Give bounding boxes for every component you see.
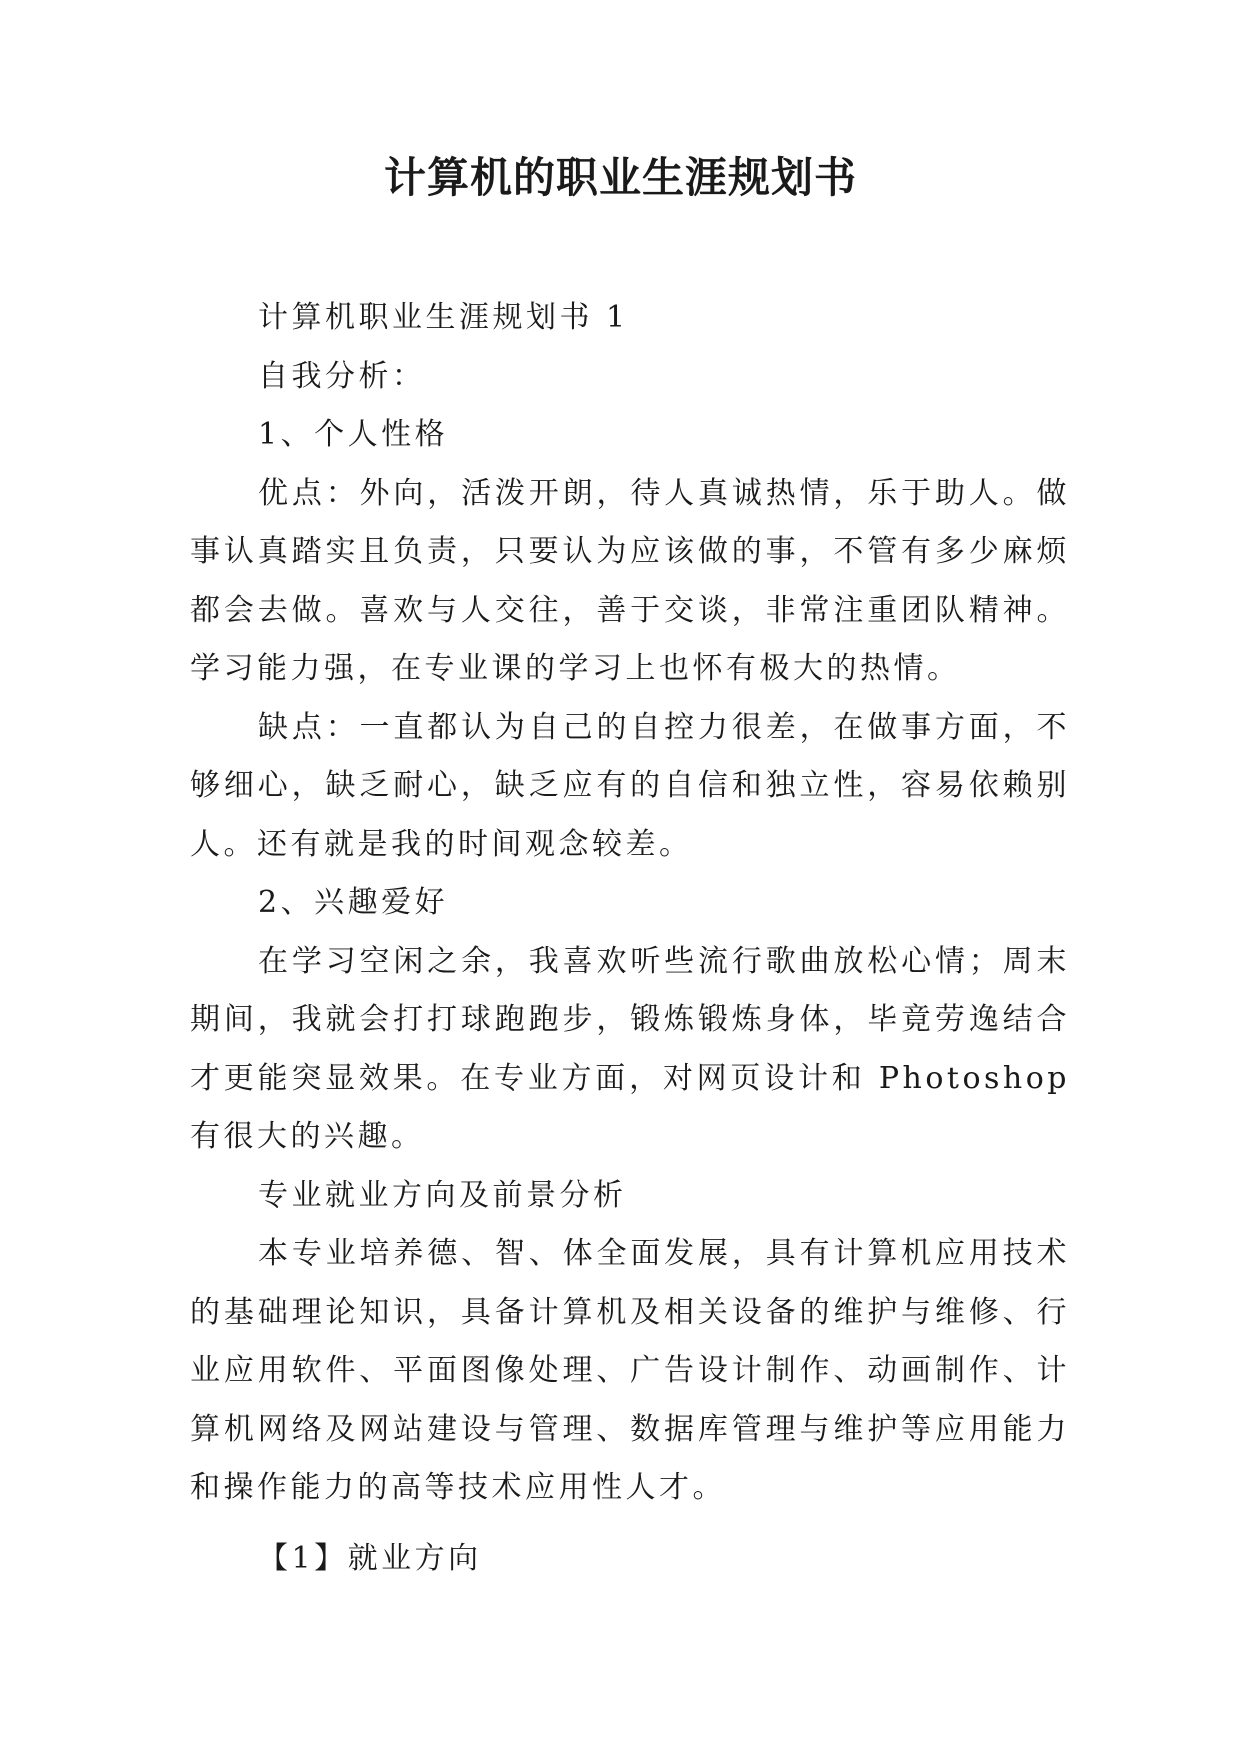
paragraph-interests: 在学习空闲之余，我喜欢听些流行歌曲放松心情；周末期间，我就会打打球跑跑步，锻炼锻炼身体，毕竟劳逸结合才更能突显效果。在专业方面，对网页设计和 Photoshop 有很大的兴趣。 (190, 943, 1070, 1154)
paragraph-strengths: 优点：外向，活泼开朗，待人真诚热情，乐于助人。做事认真踏实且负责，只要认为应该做的事，不管有多少麻烦都会去做。喜欢与人交往，善于交谈，非常注重团队精神。学习能力强，在专业课的学习上也怀有极大的热情。 (190, 475, 1070, 686)
paragraph-major-description: 本专业培养德、智、体全面发展，具有计算机应用技术的基础理论知识，具备计算机及相关设备的维护与维修、行业应用软件、平面图像处理、广告设计制作、动画制作、计算机网络及网站建设与管理、数据库管理与维护等应用能力和操作能力的高等技术应用性人才。 (190, 1236, 1070, 1505)
heading-personality: 1、个人性格 (258, 417, 449, 452)
heading-plan-1: 计算机职业生涯规划书 1 (258, 300, 629, 335)
document-title: 计算机的职业生涯规划书 (383, 153, 857, 202)
paragraph-weaknesses: 缺点：一直都认为自己的自控力很差，在做事方面，不够细心，缺乏耐心，缺乏应有的自信和独立性，容易依赖别人。还有就是我的时间观念较差。 (190, 709, 1070, 862)
heading-career-outlook: 专业就业方向及前景分析 (258, 1177, 627, 1213)
heading-interests: 2、兴趣爱好 (258, 885, 449, 920)
document-body (190, 289, 1070, 1588)
heading-employment-direction: 【1】就业方向 (258, 1540, 482, 1576)
heading-self-analysis: 自我分析： (258, 358, 426, 394)
